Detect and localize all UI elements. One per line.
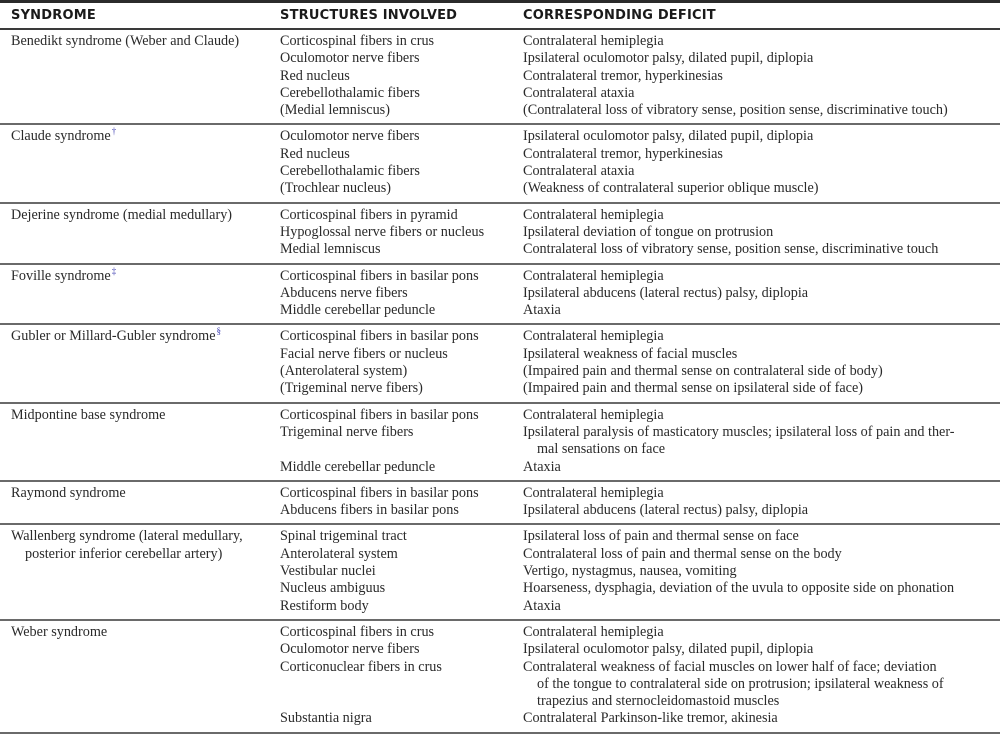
structure-item: Substantia nigra [280, 710, 372, 727]
deficit-item: Contralateral hemiplegia [523, 33, 664, 49]
deficit-item: Ipsilateral loss of pain and thermal sense on face [523, 528, 799, 545]
deficit-cell [523, 624, 1000, 728]
structure-item: Red nucleus [280, 67, 350, 84]
syndrome-name: Dejerine syndrome (medial medullary) [11, 206, 233, 223]
structure-item: Nucleus ambiguus [280, 580, 386, 597]
structure-item: Oculomotor nerve fibers [280, 128, 420, 145]
deficit-item: mal sensations on face [537, 441, 666, 458]
structure-item: (Medial lemniscus) [280, 102, 390, 119]
table-row [0, 265, 1000, 326]
syndrome-cell [0, 624, 280, 728]
structure-item: Corticospinal fibers in basilar pons [280, 406, 479, 423]
deficit-item: Contralateral hemiplegia [523, 267, 664, 284]
deficit-item: Contralateral hemiplegia [523, 206, 664, 223]
structure-item: Hypoglossal nerve fibers or nucleus [280, 223, 485, 240]
deficit-item: Ipsilateral abducens (lateral rectus) palsy, diplopia [523, 502, 809, 519]
structure-item: (Trigeminal nerve fibers) [280, 380, 423, 397]
structures-cell [280, 328, 523, 397]
structure-item [280, 693, 523, 710]
syndrome-name: Raymond syndrome [11, 484, 126, 501]
syndrome-cell [0, 328, 280, 397]
structures-cell [280, 207, 523, 259]
deficit-cell [523, 485, 1000, 520]
structure-item: Oculomotor nerve fibers [280, 50, 420, 67]
deficit-item: Contralateral hemiplegia [523, 328, 664, 345]
structure-item: Abducens nerve fibers [280, 284, 408, 301]
deficit-item: Vertigo, nystagmus, nausea, vomiting [523, 563, 737, 580]
structure-item: Middle cerebellar peduncle [280, 458, 436, 475]
structure-item: Cerebellothalamic fibers [280, 84, 420, 101]
structures-cell [280, 128, 523, 197]
table-row [0, 30, 1000, 125]
syndrome-name: Benedikt syndrome (Weber and Claude) [11, 33, 240, 49]
structure-item: Red nucleus [280, 145, 350, 162]
syndrome-cell [0, 485, 280, 520]
structure-item: Abducens fibers in basilar pons [280, 502, 459, 519]
deficit-item: Ataxia [523, 458, 561, 475]
syndrome-cell [0, 528, 280, 614]
header-deficit: CORRESPONDING DEFICIT [523, 8, 716, 23]
syndrome-name: Wallenberg syndrome (lateral medullary, [11, 528, 243, 545]
table-body [0, 30, 1000, 734]
deficit-cell [523, 328, 1000, 397]
deficit-item: Ipsilateral weakness of facial muscles [523, 345, 738, 362]
syndrome-cell [0, 207, 280, 259]
deficit-item: trapezius and sternocleidomastoid muscles [537, 693, 780, 710]
deficit-item: Ipsilateral oculomotor palsy, dilated pupil, diplopia [523, 128, 814, 145]
table-row [0, 482, 1000, 526]
structures-cell [280, 624, 523, 728]
deficit-cell [523, 33, 1000, 119]
deficit-item: (Weakness of contralateral superior oblique muscle) [523, 180, 819, 197]
structure-item: Corticospinal fibers in basilar pons [280, 267, 479, 284]
deficit-cell [523, 207, 1000, 259]
deficit-cell [523, 268, 1000, 320]
structure-item: Medial lemniscus [280, 241, 381, 258]
structure-item: (Trochlear nucleus) [280, 180, 391, 197]
structures-cell [280, 33, 523, 119]
structure-item [280, 441, 523, 458]
deficit-item: Ipsilateral deviation of tongue on protrusion [523, 223, 774, 240]
deficit-cell [523, 128, 1000, 197]
deficit-cell [523, 528, 1000, 614]
deficit-item: Hoarseness, dysphagia, deviation of the uvula to opposite side on phonation [523, 580, 955, 597]
syndrome-name-continued: posterior inferior cerebellar artery) [25, 545, 223, 562]
structure-item: Restiform body [280, 597, 369, 614]
deficit-item: Contralateral tremor, hyperkinesias [523, 67, 723, 84]
deficit-item: Contralateral weakness of facial muscles on lower half of face; deviation [523, 658, 937, 675]
structure-item: Anterolateral system [280, 545, 398, 562]
deficit-item: Contralateral hemiplegia [523, 406, 664, 423]
syndrome-cell [0, 407, 280, 476]
table-row [0, 525, 1000, 620]
deficit-item: Ipsilateral paralysis of masticatory muscles; ipsilateral loss of pain and ther- [523, 423, 955, 440]
structure-item: Middle cerebellar peduncle [280, 302, 436, 319]
deficit-item: (Contralateral loss of vibratory sense, position sense, discriminative touch) [523, 102, 948, 119]
structures-cell [280, 268, 523, 320]
structure-item: Facial nerve fibers or nucleus [280, 345, 448, 362]
deficit-item: (Impaired pain and thermal sense on ipsilateral side of face) [523, 380, 863, 397]
table-row [0, 325, 1000, 403]
deficit-item: Contralateral loss of vibratory sense, position sense, discriminative touch [523, 241, 939, 258]
structure-item: (Anterolateral system) [280, 363, 408, 380]
deficit-item: Contralateral ataxia [523, 163, 635, 180]
deficit-item: Ataxia [523, 597, 561, 614]
header-syndrome: SYNDROME [11, 8, 96, 23]
syndrome-cell [0, 265, 280, 320]
deficit-item: Contralateral Parkinson-like tremor, akinesia [523, 710, 778, 727]
deficit-item: Contralateral hemiplegia [523, 623, 664, 640]
deficit-item: Contralateral loss of pain and thermal sense on the body [523, 545, 842, 562]
footnote-mark: † [111, 126, 117, 137]
syndrome-name: Claude syndrome [11, 128, 111, 145]
structures-cell [280, 407, 523, 476]
structures-cell [280, 528, 523, 614]
syndrome-name: Foville syndrome [11, 267, 111, 284]
deficit-item: Ipsilateral oculomotor palsy, dilated pupil, diplopia [523, 50, 814, 67]
footnote-mark: § [216, 326, 221, 337]
structure-item: Corticospinal fibers in pyramid [280, 206, 458, 223]
structure-item: Oculomotor nerve fibers [280, 641, 420, 658]
structure-item: Cerebellothalamic fibers [280, 163, 420, 180]
syndrome-cell [0, 128, 280, 197]
footnote-mark: ‡ [111, 265, 117, 276]
deficit-item: Ataxia [523, 302, 561, 319]
structure-item: Corticospinal fibers in basilar pons [280, 328, 479, 345]
syndrome-name: Weber syndrome [11, 623, 108, 640]
syndrome-name: Gubler or Millard-Gubler syndrome [11, 328, 216, 345]
syndrome-name: Midpontine base syndrome [11, 406, 166, 423]
table-header [0, 3, 1000, 30]
deficit-item: (Impaired pain and thermal sense on contralateral side of body) [523, 363, 883, 380]
table-row [0, 404, 1000, 482]
deficit-item: Contralateral hemiplegia [523, 484, 664, 501]
deficit-item: Ipsilateral abducens (lateral rectus) palsy, diplopia [523, 284, 809, 301]
structure-item: Corticospinal fibers in crus [280, 623, 435, 640]
table-row [0, 125, 1000, 203]
structure-item: Corticospinal fibers in crus [280, 33, 435, 49]
deficit-item: Ipsilateral oculomotor palsy, dilated pupil, diplopia [523, 641, 814, 658]
table-row [0, 204, 1000, 265]
deficit-item: Contralateral tremor, hyperkinesias [523, 145, 723, 162]
structure-item: Trigeminal nerve fibers [280, 423, 414, 440]
header-structures: STRUCTURES INVOLVED [280, 8, 458, 23]
structures-cell [280, 485, 523, 520]
deficit-item: of the tongue to contralateral side on protrusion; ipsilateral weakness of [537, 675, 944, 692]
structure-item: Corticospinal fibers in basilar pons [280, 484, 479, 501]
deficit-item: Contralateral ataxia [523, 84, 635, 101]
structure-item [280, 676, 523, 693]
structure-item: Spinal trigeminal tract [280, 528, 407, 545]
syndrome-cell [0, 33, 280, 119]
deficit-cell [523, 407, 1000, 476]
structure-item: Vestibular nuclei [280, 563, 376, 580]
structure-item: Corticonuclear fibers in crus [280, 658, 442, 675]
